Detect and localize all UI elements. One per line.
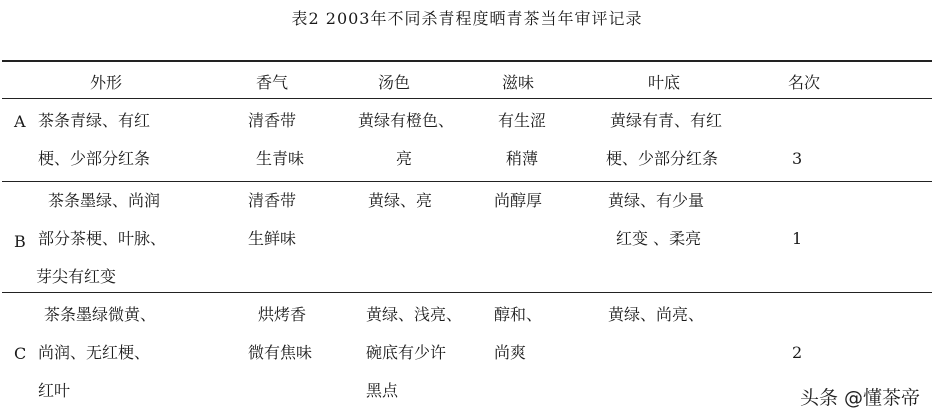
cell-line: 尚爽: [494, 343, 527, 362]
row-label: B: [14, 232, 26, 251]
cell-line: 黄绿、浅亮、: [366, 305, 463, 324]
cell-line: 黄绿、尚亮、: [608, 305, 705, 324]
row-label: C: [14, 344, 27, 363]
cell-line: 生青味: [256, 149, 305, 168]
cell-leaf: [606, 102, 723, 178]
cell-line: 稍薄: [506, 149, 539, 168]
cell-line: 茶条墨绿微黄、: [44, 305, 157, 324]
cell-taste: [494, 296, 542, 372]
table-title: 表2 2003年不同杀青程度晒青茶当年审评记录: [291, 9, 643, 28]
header-liquor: 汤色: [378, 73, 411, 92]
header-rule: [2, 98, 932, 99]
cell-line: 红变 、柔亮: [616, 229, 702, 248]
cell-line: 醇和、: [494, 305, 543, 324]
cell-line: 部分茶梗、叶脉、: [38, 229, 167, 248]
cell-liquor: [358, 102, 454, 178]
cell-line: 梗、少部分红条: [606, 149, 719, 168]
cell-line: 有生涩: [498, 111, 547, 130]
cell-line: 尚醇厚: [494, 191, 543, 210]
cell-line: 黄绿有橙色、: [358, 111, 455, 130]
cell-liquor: [366, 296, 462, 410]
cell-line: 梗、少部分红条: [38, 149, 151, 168]
watermark: 头条 @懂茶帝: [799, 387, 920, 409]
cell-line: 黄绿、亮: [368, 191, 433, 210]
cell-appearance: [38, 296, 156, 410]
cell-line: 碗底有少许: [366, 343, 447, 362]
cell-rank: 2: [792, 343, 803, 362]
cell-rank: 3: [792, 149, 803, 168]
cell-aroma: [248, 296, 312, 372]
cell-line: 黄绿有青、有红: [610, 111, 723, 130]
header-aroma: 香气: [256, 73, 289, 92]
header-rank: 名次: [788, 73, 821, 92]
row-divider: [2, 292, 932, 293]
cell-line: 清香带: [248, 191, 297, 210]
cell-rank: 1: [792, 229, 803, 248]
cell-appearance: [38, 182, 166, 296]
cell-line: 亮: [396, 149, 413, 168]
cell-line: 烘烤香: [258, 305, 307, 324]
cell-liquor: [368, 182, 432, 220]
cell-line: 生鲜味: [248, 229, 297, 248]
cell-line: 黑点: [366, 381, 399, 400]
cell-leaf: [608, 182, 704, 258]
cell-line: 茶条青绿、有红: [38, 111, 151, 130]
cell-line: 红叶: [38, 381, 71, 400]
header-taste: 滋味: [502, 73, 535, 92]
cell-aroma: [248, 102, 304, 178]
cell-line: 清香带: [248, 111, 297, 130]
row-label: A: [14, 112, 26, 131]
cell-appearance: [38, 102, 150, 178]
cell-line: 尚润、无红梗、: [38, 343, 151, 362]
cell-taste: [494, 182, 542, 220]
cell-leaf: [608, 296, 704, 334]
cell-line: 芽尖有红变: [36, 267, 117, 286]
header-appearance: 外形: [90, 73, 123, 92]
header-leaf: 叶底: [648, 73, 681, 92]
cell-aroma: [248, 182, 296, 258]
cell-line: 黄绿、有少量: [608, 191, 705, 210]
cell-taste: [498, 102, 546, 178]
table-top-rule: [2, 60, 932, 62]
cell-line: 微有焦味: [248, 343, 313, 362]
cell-line: 茶条墨绿、尚润: [48, 191, 161, 210]
